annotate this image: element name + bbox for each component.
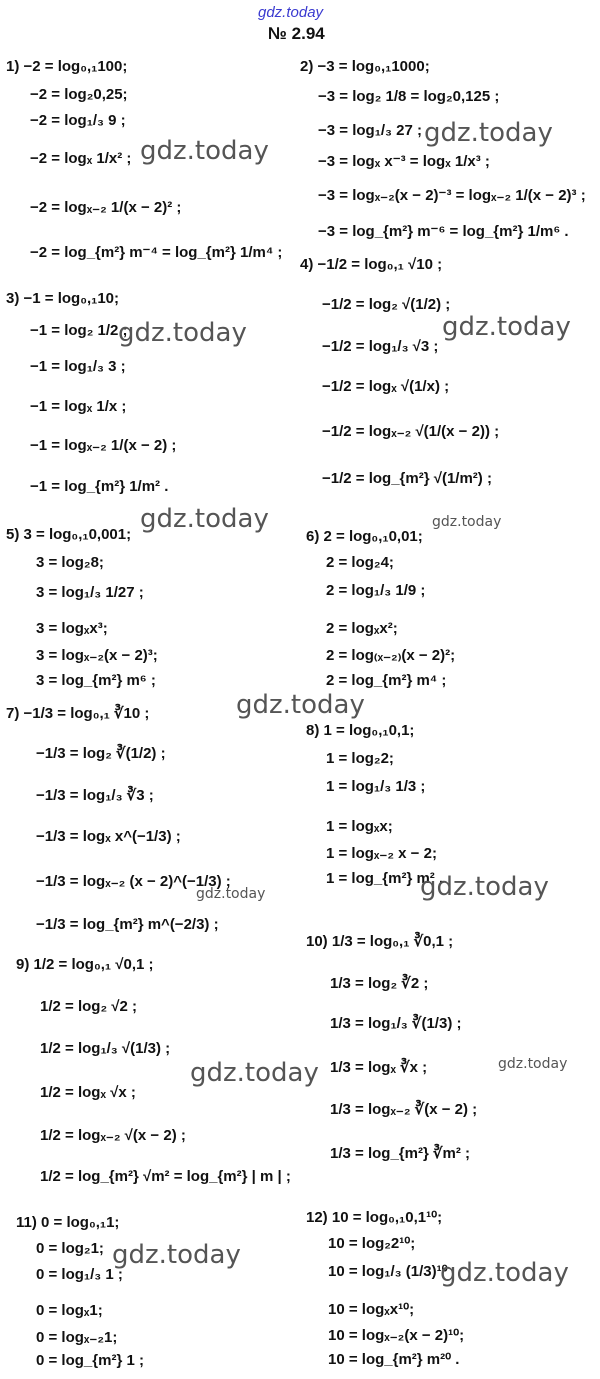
- eq-9-5: 1/2 = logₓ₋₂ √(x − 2) ;: [40, 1127, 186, 1144]
- eq-4-2: −1/2 = log₂ √(1/2) ;: [322, 296, 451, 313]
- eq-4-3: −1/2 = log₁/₃ √3 ;: [322, 338, 439, 355]
- eq-6-5: 2 = log₍ₓ₋₂₎(x − 2)²;: [326, 647, 456, 664]
- eq-4-4: −1/2 = logₓ √(1/x) ;: [322, 378, 450, 395]
- eq-11-2: 0 = log₂1;: [36, 1240, 104, 1257]
- watermark: gdz.today: [190, 1058, 319, 1088]
- eq-3-2: −1 = log₂ 1/2 ;: [30, 322, 128, 339]
- watermark: gdz.today: [498, 1056, 568, 1072]
- eq-9-2: 1/2 = log₂ √2 ;: [40, 998, 138, 1015]
- eq-2-5: −3 = logₓ₋₂(x − 2)⁻³ = logₓ₋₂ 1/(x − 2)³ ;: [318, 187, 586, 204]
- eq-11-4: 0 = logₓ1;: [36, 1302, 103, 1319]
- eq-9-1: 9) 1/2 = log₀,₁ √0,1 ;: [16, 956, 154, 973]
- eq-11-1: 11) 0 = log₀,₁1;: [16, 1214, 120, 1231]
- watermark: gdz.today: [140, 136, 269, 166]
- eq-5-3: 3 = log₁/₃ 1/27 ;: [36, 584, 144, 601]
- eq-10-6: 1/3 = log_{m²} ∛m² ;: [330, 1145, 471, 1162]
- watermark: gdz.today: [442, 312, 571, 342]
- eq-11-3: 0 = log₁/₃ 1 ;: [36, 1266, 123, 1283]
- eq-1-1: 1) −2 = log₀,₁100;: [6, 58, 128, 75]
- eq-7-2: −1/3 = log₂ ∛(1/2) ;: [36, 745, 166, 762]
- eq-8-3: 1 = log₁/₃ 1/3 ;: [326, 778, 426, 795]
- eq-11-6: 0 = log_{m²} 1 ;: [36, 1352, 144, 1369]
- eq-4-1: 4) −1/2 = log₀,₁ √10 ;: [300, 256, 443, 273]
- eq-10-1: 10) 1/3 = log₀,₁ ∛0,1 ;: [306, 933, 454, 950]
- eq-8-5: 1 = logₓ₋₂ x − 2;: [326, 845, 437, 862]
- eq-1-6: −2 = log_{m²} m⁻⁴ = log_{m²} 1/m⁴ ;: [30, 244, 283, 261]
- eq-3-3: −1 = log₁/₃ 3 ;: [30, 358, 126, 375]
- eq-1-4: −2 = logₓ 1/x² ;: [30, 150, 132, 167]
- eq-10-3: 1/3 = log₁/₃ ∛(1/3) ;: [330, 1015, 462, 1032]
- eq-8-1: 8) 1 = log₀,₁0,1;: [306, 722, 415, 739]
- eq-6-6: 2 = log_{m²} m⁴ ;: [326, 672, 447, 689]
- eq-7-1: 7) −1/3 = log₀,₁ ∛10 ;: [6, 705, 150, 722]
- eq-4-6: −1/2 = log_{m²} √(1/m²) ;: [322, 470, 492, 487]
- watermark: gdz.today: [420, 872, 549, 902]
- eq-6-1: 6) 2 = log₀,₁0,01;: [306, 528, 423, 545]
- eq-8-2: 1 = log₂2;: [326, 750, 394, 767]
- eq-3-4: −1 = logₓ 1/x ;: [30, 398, 127, 415]
- eq-6-2: 2 = log₂4;: [326, 554, 394, 571]
- eq-10-4: 1/3 = logₓ ∛x ;: [330, 1059, 428, 1076]
- eq-1-2: −2 = log₂0,25;: [30, 86, 128, 103]
- eq-9-4: 1/2 = logₓ √x ;: [40, 1084, 136, 1101]
- eq-2-3: −3 = log₁/₃ 27 ;: [318, 122, 423, 139]
- eq-7-4: −1/3 = logₓ x^(−1/3) ;: [36, 828, 181, 845]
- eq-9-3: 1/2 = log₁/₃ √(1/3) ;: [40, 1040, 171, 1057]
- eq-12-6: 10 = log_{m²} m²⁰ .: [328, 1351, 460, 1368]
- eq-5-6: 3 = log_{m²} m⁶ ;: [36, 672, 156, 689]
- eq-8-4: 1 = logₓx;: [326, 818, 393, 835]
- eq-11-5: 0 = logₓ₋₂1;: [36, 1329, 118, 1346]
- site-header: gdz.today: [258, 4, 324, 21]
- watermark: gdz.today: [140, 504, 269, 534]
- watermark: gdz.today: [432, 514, 502, 530]
- eq-2-4: −3 = logₓ x⁻³ = logₓ 1/x³ ;: [318, 153, 490, 170]
- eq-7-3: −1/3 = log₁/₃ ∛3 ;: [36, 787, 154, 804]
- eq-5-1: 5) 3 = log₀,₁0,001;: [6, 526, 132, 543]
- eq-5-2: 3 = log₂8;: [36, 554, 104, 571]
- eq-3-6: −1 = log_{m²} 1/m² .: [30, 478, 169, 495]
- eq-6-3: 2 = log₁/₃ 1/9 ;: [326, 582, 426, 599]
- eq-12-2: 10 = log₂2¹⁰;: [328, 1235, 416, 1252]
- eq-12-4: 10 = logₓx¹⁰;: [328, 1301, 415, 1318]
- eq-10-5: 1/3 = logₓ₋₂ ∛(x − 2) ;: [330, 1101, 478, 1118]
- watermark: gdz.today: [424, 118, 553, 148]
- eq-12-5: 10 = logₓ₋₂(x − 2)¹⁰;: [328, 1327, 465, 1344]
- eq-12-1: 12) 10 = log₀,₁0,1¹⁰;: [306, 1209, 443, 1226]
- eq-5-4: 3 = logₓx³;: [36, 620, 108, 637]
- eq-3-5: −1 = logₓ₋₂ 1/(x − 2) ;: [30, 437, 177, 454]
- watermark: gdz.today: [118, 318, 247, 348]
- eq-1-5: −2 = logₓ₋₂ 1/(x − 2)² ;: [30, 199, 182, 216]
- eq-7-5: −1/3 = logₓ₋₂ (x − 2)^(−1/3) ;: [36, 873, 231, 890]
- page-title: № 2.94: [268, 24, 325, 43]
- watermark: gdz.today: [440, 1258, 569, 1288]
- eq-5-5: 3 = logₓ₋₂(x − 2)³;: [36, 647, 158, 664]
- watermark: gdz.today: [236, 690, 365, 720]
- eq-9-6: 1/2 = log_{m²} √m² = log_{m²} | m | ;: [40, 1168, 291, 1185]
- eq-6-4: 2 = logₓx²;: [326, 620, 398, 637]
- eq-3-1: 3) −1 = log₀,₁10;: [6, 290, 120, 307]
- eq-1-3: −2 = log₁/₃ 9 ;: [30, 112, 126, 129]
- eq-2-2: −3 = log₂ 1/8 = log₂0,125 ;: [318, 88, 500, 105]
- eq-12-3: 10 = log₁/₃ (1/3)¹⁰: [328, 1263, 448, 1280]
- eq-2-6: −3 = log_{m²} m⁻⁶ = log_{m²} 1/m⁶ .: [318, 223, 569, 240]
- eq-4-5: −1/2 = logₓ₋₂ √(1/(x − 2)) ;: [322, 423, 500, 440]
- eq-8-6: 1 = log_{m²} m² .: [326, 870, 444, 887]
- eq-2-1: 2) −3 = log₀,₁1000;: [300, 58, 430, 75]
- eq-10-2: 1/3 = log₂ ∛2 ;: [330, 975, 429, 992]
- eq-7-6: −1/3 = log_{m²} m^(−2/3) ;: [36, 916, 219, 933]
- watermark: gdz.today: [196, 886, 266, 902]
- watermark: gdz.today: [112, 1240, 241, 1270]
